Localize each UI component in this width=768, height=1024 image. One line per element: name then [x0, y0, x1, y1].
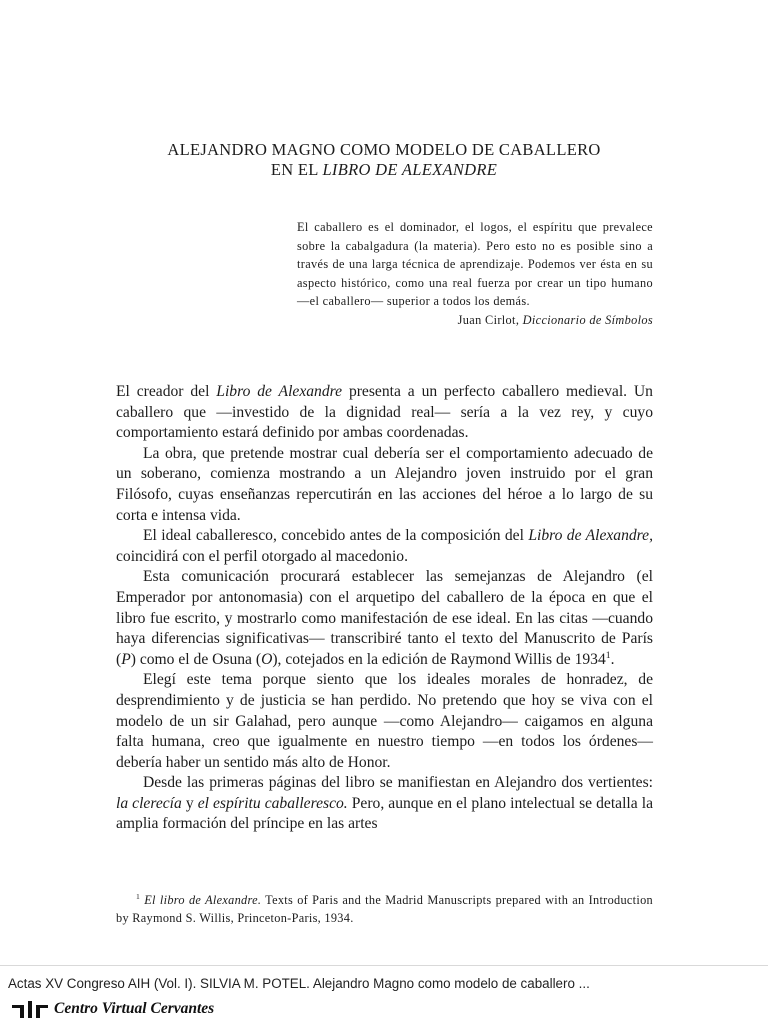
cvc-logo-icon: [10, 999, 50, 1019]
cvc-brand-name: Centro Virtual Cervantes: [54, 1000, 215, 1017]
paragraph-2: La obra, que pretende mostrar cual debería ser el comportamiento adecuado de un soberano, comienza mostrando a un Alejandro joven instruido por el gran Filósofo, cuyas enseñanzas repercutirán en las acciones del héroe a lo largo de su corta e intensa vida.: [116, 444, 653, 524]
paragraph-5: Elegí este tema porque siento que los ideales morales de honradez, de desprendimiento y de justicia se han perdido. No pretendo que hoy se viva con el modelo de un sir Galahad, pero aunque —como Alejandro— caigamos en alguna falta humana, creo que igualmente en nuestro tiempo —en todos los órdenes— debería haber un sentido más alto de Honor.: [116, 671, 653, 771]
footer-divider: [0, 965, 768, 966]
paragraph-4: [116, 567, 653, 670]
p6-text-c: Pero, aunque en el plano intelectual se detalla la amplia formación del príncipe en las artes: [116, 794, 653, 833]
p4-text-a: Esta comunicación procurará establecer las semejanzas de Alejandro (el Emperador por antonomasia) con el arquetipo del caballero de la época en que el libro fue escrito, y mostrarlo como manifestación de ese ideal. En las citas —cuando haya diferencias significativas— transcribiré tanto el texto del Manuscrito de París (: [116, 568, 653, 668]
p1-text-b: presenta a un perfecto caballero medieval. Un caballero que —investido de la dignidad real— sería a la vez rey, y cuyo comportamiento estará definido por ambas coordenadas.: [116, 383, 653, 442]
paragraph-3: [116, 526, 653, 567]
epigraph-author: Juan Cirlot,: [457, 312, 523, 327]
p6-text-a: Desde las primeras páginas del libro se manifiestan en Alejandro dos vertientes:: [143, 774, 653, 792]
footer-citation: Actas XV Congreso AIH (Vol. I). SILVIA M. POTEL. Alejandro Magno como modelo de caballero ...: [8, 976, 590, 991]
title-line-2: [0, 160, 768, 180]
paragraph-6: [116, 773, 653, 835]
p4-text-d: .: [610, 650, 615, 668]
title-line-2-prefix: EN EL: [270, 160, 323, 179]
article-title: [0, 140, 768, 180]
footnote-text: Texts of Paris and the Madrid Manuscripts prepared with an Introduction by Raymond S. Willis, Princeton-Paris, 1934.: [116, 893, 654, 925]
cvc-brand[interactable]: [10, 998, 214, 1020]
p6-text-b: y: [181, 794, 198, 812]
epigraph: [297, 218, 653, 330]
footnote-italic: El libro de Alexandre.: [144, 893, 262, 907]
epigraph-text: El caballero es el dominador, el logos, el espíritu que prevalece sobre la cabalgadura (la materia). Pero esto no es posible sino a través de una larga técnica de aprendizaje. Podemos ver ésta en su aspecto histórico, como una real fuerza por crear un tipo humano —el caballero— superior a todos los demás.: [297, 220, 653, 309]
body-text: [116, 382, 653, 835]
p4-text-b: ) como el de Osuna (: [130, 650, 262, 668]
p6-italic-2: el espíritu caballeresco.: [197, 794, 348, 812]
p6-italic-1: la clerecía: [116, 794, 182, 812]
title-line-1: ALEJANDRO MAGNO COMO MODELO DE CABALLERO: [167, 140, 601, 159]
paragraph-1: [116, 382, 653, 444]
p3-italic: Libro de Alexandre,: [528, 527, 653, 545]
p1-italic: Libro de Alexandre: [216, 383, 343, 400]
epigraph-work: Diccionario de Símbolos: [522, 312, 653, 327]
p4-italic-p: P: [121, 650, 131, 668]
footnote-1: [116, 891, 653, 927]
p1-text-a: El creador del: [116, 383, 217, 400]
p4-italic-o: O: [261, 650, 273, 668]
p3-text-b: coincidirá con el perfil otorgado al macedonio.: [116, 547, 408, 565]
epigraph-attribution: [297, 311, 653, 330]
title-line-2-italic: LIBRO DE ALEXANDRE: [322, 160, 498, 179]
p3-text-a: El ideal caballeresco, concebido antes de la composición del: [143, 527, 529, 545]
footnote-ref-1[interactable]: 1: [605, 649, 611, 661]
p4-text-c: ), cotejados en la edición de Raymond Willis de 1934: [272, 650, 606, 668]
footnote-mark: 1: [136, 891, 141, 901]
